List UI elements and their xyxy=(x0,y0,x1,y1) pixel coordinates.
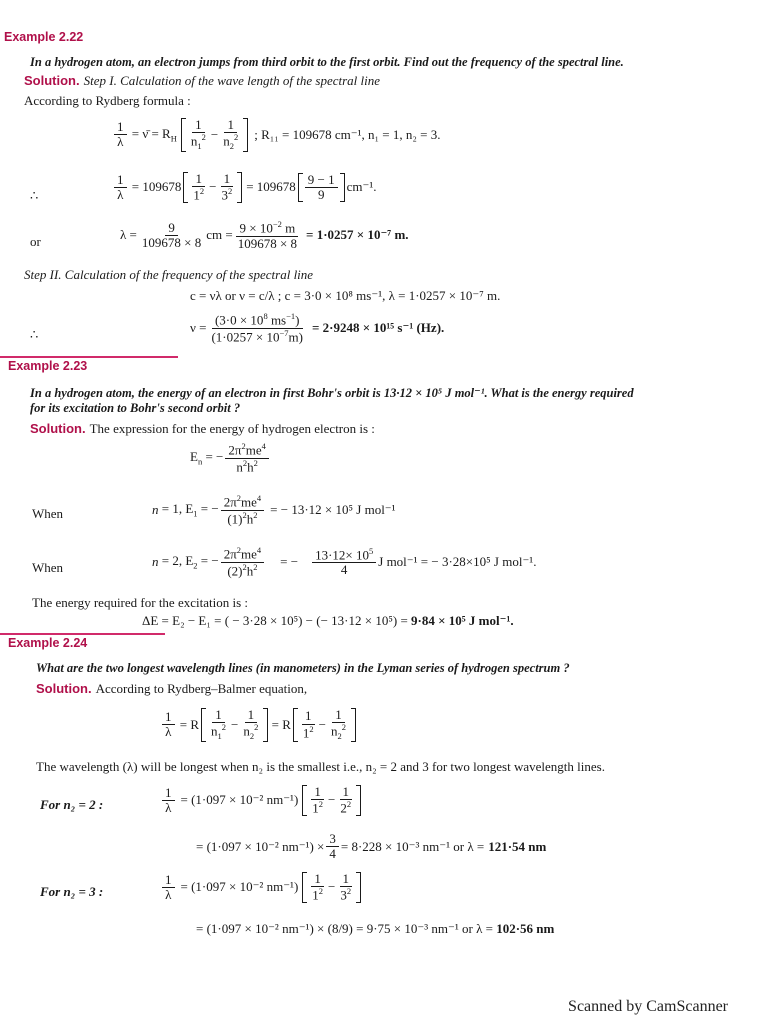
step1-text: Step I. Calculation of the wave length of the spectral line xyxy=(83,73,381,88)
eq2-result: = 109678 xyxy=(246,179,296,195)
frequency-relation: c = νλ or ν = c/λ ; c = 3·0 × 10⁸ ms⁻¹, λ = 1·0257 × 10⁻⁷ m. xyxy=(190,288,501,303)
step2-label: Step II. Calculation of the frequency of the spectral line xyxy=(24,267,314,282)
for-n2-3-label: For n₂ = 3 : xyxy=(40,884,104,899)
n2-2-line2-post: = 8·228 × 10⁻³ nm⁻¹ or λ = xyxy=(340,838,485,854)
frequency-result: = 2·9248 × 10¹⁵ s⁻¹ (Hz). xyxy=(311,320,445,336)
example-2-23-question-line2: for its excitation to Bohr's second orbit ? xyxy=(30,401,241,415)
example-2-24-rule xyxy=(0,633,165,635)
example-2-23-solution-line xyxy=(30,420,375,438)
solution-label: Solution. xyxy=(24,73,80,88)
example-2-24-solution-line xyxy=(36,680,307,698)
excitation-text: The energy required for the excitation is : xyxy=(32,595,248,610)
n2-2-line2-eq: = (1·097 × 10⁻² nm⁻¹) × $\frac{3}{4}$ = 8·228 × 10⁻³ nm⁻¹ or λ = 121·54 nm xyxy=(196,831,547,862)
solution-text: According to Rydberg–Balmer equation, xyxy=(95,681,308,696)
when-label-1: When xyxy=(32,506,64,521)
energy-expression-eq: $E_n$ = − $\frac{2\pi^2me^4}{n^2h^2}$ xyxy=(190,442,271,474)
n2-3-result: 102·56 nm xyxy=(496,921,555,936)
rydberg-intro: According to Rydberg formula : xyxy=(24,93,191,108)
therefore-symbol: ∴ xyxy=(30,188,39,203)
therefore-symbol-2: ∴ xyxy=(30,327,39,342)
frequency-eq: ν = $\frac{(3\cdot 0 \times 10^8 ms^{-1})}{(1\cdot 0257 \times 10^{-7}m)}$ = 2·9248 × 10¹⁵ s⁻¹ (Hz). xyxy=(190,311,445,344)
energy-n2-value: J mol⁻¹ = − 3·28×10⁵ J mol⁻¹. xyxy=(378,554,537,570)
solution-text: The expression for the energy of hydrogen electron is : xyxy=(89,421,375,436)
step2-text xyxy=(24,267,313,283)
longest-wavelength-text: The wavelength (λ) will be longest when n₂ is the smallest i.e., n₂ = 2 and 3 for two longest wavelength lines. xyxy=(36,759,605,774)
rydberg-formula-eq: $\frac{1}{\lambda}$ = ν̄ = $R_H$ $\frac{1}{n_1^2}$ − $\frac{1}{n_2^2}$ ; R₁₁ = 109678 cm⁻¹, n₁ = 1, n₂ = 3. xyxy=(112,118,441,152)
n2-3-line1-prefix: = (1·097 × 10⁻² nm⁻¹) xyxy=(180,879,299,895)
n2-2-line2-prefix: = (1·097 × 10⁻² nm⁻¹) × xyxy=(196,838,325,854)
example-2-22-heading: Example 2.22 xyxy=(4,30,84,44)
example-2-24-question: What are the two longest wavelength lines (in manometers) in the Lyman series of hydrogen spectrum ? xyxy=(36,661,570,675)
delta-e-expression: ΔE = E₂ − E₁ = ( − 3·28 × 10⁵) − (− 13·12 × 10⁵) = xyxy=(142,613,408,628)
n2-2-line1-eq: $\frac{1}{\lambda}$ = (1·097 × 10⁻² nm⁻¹) $\frac{1}{1^2}$ − $\frac{1}{2^2}$ xyxy=(160,785,361,816)
when-label-2: When xyxy=(32,560,64,575)
example-2-23-heading: Example 2.23 xyxy=(8,359,88,373)
n2-2-result: 121·54 nm xyxy=(488,838,547,854)
energy-n1-eq: n = 1, $E_1$ = − $\frac{2\pi^2me^4}{(1)^2h^2}$ = − 13·12 × 10⁵ J mol⁻¹ xyxy=(152,493,396,526)
or-label: or xyxy=(30,234,41,249)
wavelength-result: = 1·0257 × 10⁻⁷ m. xyxy=(306,227,409,243)
n2-3-line2-eq xyxy=(196,921,554,937)
n2-3-line1-eq: $\frac{1}{\lambda}$ = (1·097 × 10⁻² nm⁻¹) $\frac{1}{1^2}$ − $\frac{1}{3^2}$ xyxy=(160,872,361,903)
solution-label: Solution. xyxy=(30,421,86,436)
eq2-unit: cm⁻¹. xyxy=(346,179,377,195)
example-2-23-question-line1: In a hydrogen atom, the energy of an electron in first Bohr's orbit is 13·12 × 10⁵ J mol⁻¹. What is the energy required xyxy=(30,386,634,400)
example-2-23-rule xyxy=(0,356,178,358)
solution-label: Solution. xyxy=(36,681,92,696)
energy-n2-eq: n = 2, $E_2$ = − $\frac{2\pi^2me^4}{(2)^2h^2}$ = − $\frac{13\cdot 12\times 10^5}{4}$ J mol⁻¹ = − 3·28×10⁵ J mol⁻¹. xyxy=(152,545,537,578)
delta-e-result: 9·84 × 10⁵ J mol⁻¹. xyxy=(411,613,514,628)
for-n2-2-label: For n₂ = 2 : xyxy=(40,797,104,812)
n2-3-line2-text: = (1·097 × 10⁻² nm⁻¹) × (8/9) = 9·75 × 10⁻³ nm⁻¹ or λ = xyxy=(196,921,493,936)
rydberg-constants: ; R₁₁ = 109678 cm⁻¹, n₁ = 1, n₂ = 3. xyxy=(254,126,441,142)
rydberg-balmer-eq: $\frac{1}{\lambda}$ = R $\frac{1}{n_1^2}$ − $\frac{1}{n_2^2}$ = R $\frac{1}{1^2}$ − $\frac{1}{n_2^2}$ xyxy=(160,708,356,742)
example-2-24-heading: Example 2.24 xyxy=(8,636,88,650)
n2-2-line1-prefix: = (1·097 × 10⁻² nm⁻¹) xyxy=(180,792,299,808)
delta-e-eq xyxy=(142,613,514,629)
example-2-22-question: In a hydrogen atom, an electron jumps from third orbit to the first orbit. Find out the frequency of the spectral line. xyxy=(30,55,624,69)
wavelength-eq: λ = $\frac{9}{109678 \times 8}$ cm = $\frac{9 \times 10^{-2} m}{109678 \times 8}$ = 1·0257 × 10⁻⁷ m. xyxy=(120,219,409,251)
camscanner-footer: Scanned by CamScanner xyxy=(568,998,728,1015)
example-2-22-step1-line xyxy=(24,72,380,90)
wavenumber-eq: $\frac{1}{\lambda}$ = 109678 $\frac{1}{1^2}$ − $\frac{1}{3^2}$ = 109678 $\frac{9 - 1}{9}$ cm⁻¹. xyxy=(112,172,377,203)
energy-n1-value: = − 13·12 × 10⁵ J mol⁻¹ xyxy=(270,502,396,518)
